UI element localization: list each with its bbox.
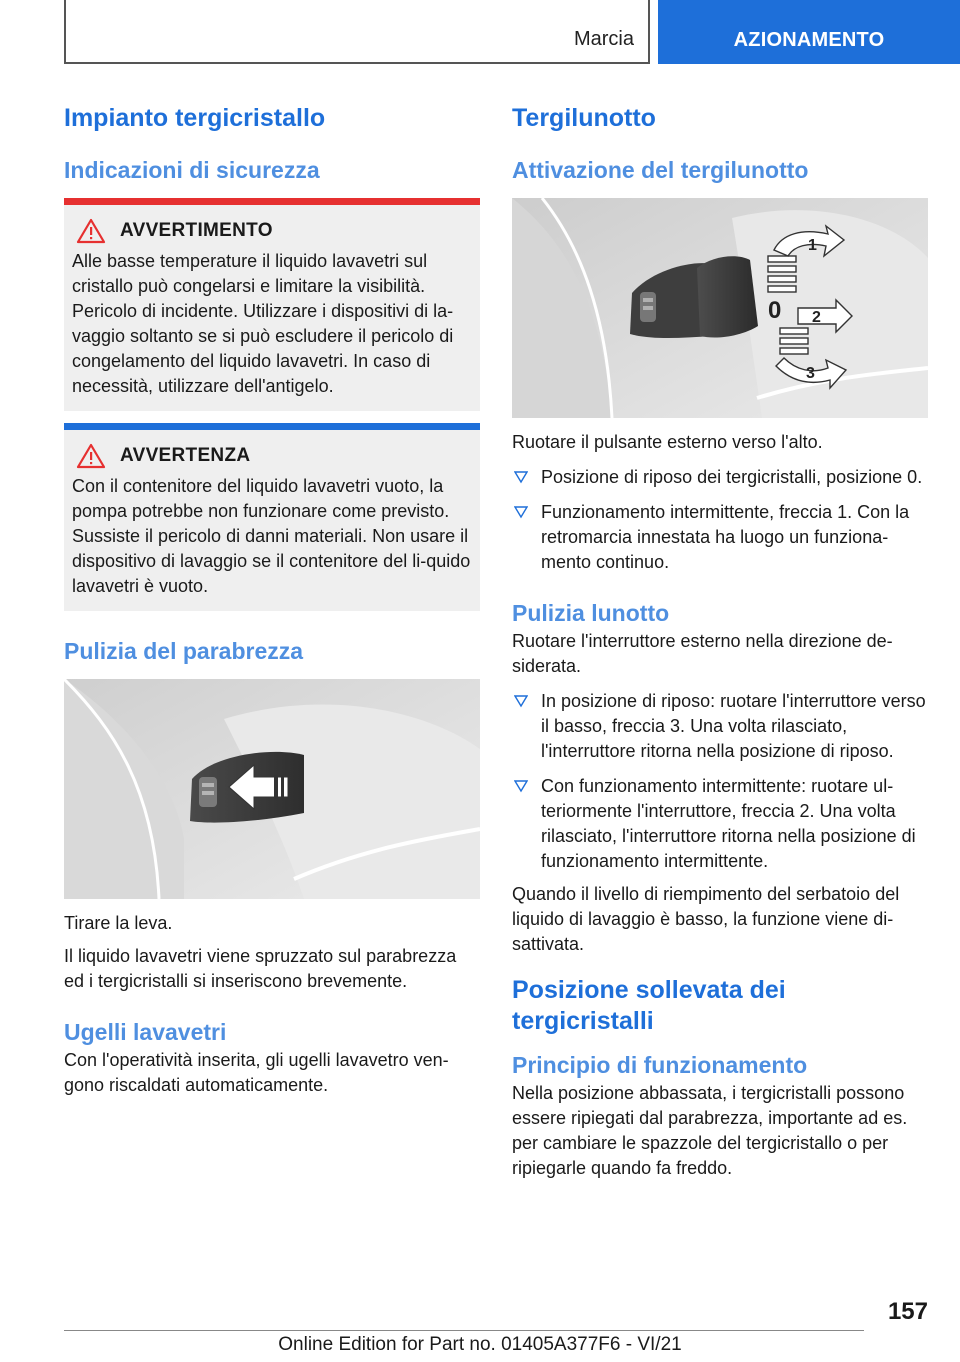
position-0-label: 0 [768, 297, 782, 324]
cleaning-heading: Pulizia lunotto [512, 600, 670, 626]
rear-wiper-figure [512, 198, 928, 418]
warning-text: Alle basse temperature il liquido lavavetri sul cristallo può congelarsi e limitare la visibilità. Pericolo di incidente. Utilizzare i dispositivi di la-vaggio soltanto se si può escludere il pericolo di congelamento del liquido lavavetri. In caso di necessità, utilizzare dell'antigelo. [72, 251, 454, 396]
arrow-3-label: 3 [806, 365, 815, 382]
windshield-step: Tirare la leva. [64, 913, 173, 933]
activation-text: Ruotare il pulsante esterno verso l'alto. [512, 432, 823, 452]
header-chapter-label: AZIONAMENTO [733, 29, 885, 51]
windshield-description: Il liquido lavavetri viene spruzzato sul parabrezza ed i tergicristalli si inseriscono brevemente. [64, 946, 457, 991]
caution-bar [64, 423, 480, 430]
wiper-system-title: Impianto tergicristallo [64, 104, 326, 132]
cleaning-note: Quando il livello di riempimento del serbatoio del liquido di lavaggio è basso, la funzione viene di-sattivata. [512, 884, 900, 954]
list-item: In posizione di riposo: ruotare l'interruttore verso il basso, freccia 3. Una volta rilasciato, l'interruttore ritorna nella posizione di riposo. [512, 689, 928, 764]
safety-heading: Indicazioni di sicurezza [64, 157, 320, 183]
windshield-lever-illustration [64, 679, 480, 899]
principle-heading: Principio di funzionamento [512, 1052, 808, 1078]
bullet-triangle-icon [514, 779, 528, 793]
list-item: Con funzionamento intermittente: ruotare ul-teriormente l'interruttore, freccia 2. Una volta rilasciato, l'interruttore ritorna nella posizione di funzionamento intermittente. [512, 774, 928, 874]
cleaning-text: Ruotare l'interruttore esterno nella direzione de-siderata. [512, 631, 893, 676]
arrow-1-label: 1 [808, 237, 817, 254]
warning-box [64, 198, 480, 411]
footer-edition: Online Edition for Part no. 01405A377F6 - VI/21 [278, 1334, 682, 1355]
arrow-2-label: 2 [812, 309, 821, 326]
warning-bar [64, 198, 480, 205]
bullet-triangle-icon [514, 470, 528, 484]
bullet-triangle-icon [514, 694, 528, 708]
warning-title: AVVERTIMENTO [120, 220, 273, 241]
cleaning-list [512, 689, 928, 874]
header-section-label: Marcia [573, 28, 634, 50]
windshield-heading: Pulizia del parabrezza [64, 638, 304, 664]
nozzles-text: Con l'operatività inserita, gli ugelli lavavetro ven-gono riscaldati automaticamente. [64, 1050, 449, 1095]
principle-text: Nella posizione abbassata, i tergicristalli possono essere ripiegati dal parabrezza, importante ad es. per cambiare le spazzole del tergicristallo o per ripiegarle quando fa freddo. [512, 1083, 908, 1178]
header-section-box [64, 0, 650, 64]
activation-heading: Attivazione del tergilunotto [512, 157, 809, 183]
activation-list [512, 465, 928, 575]
footer-rule [64, 1330, 864, 1331]
caution-box [64, 423, 480, 611]
list-item: Posizione di riposo dei tergicristalli, posizione 0. [512, 465, 928, 490]
caution-triangle-icon [76, 443, 106, 469]
header-chapter-tab [658, 0, 960, 64]
rear-wiper-switch-illustration [512, 198, 928, 418]
right-column [512, 100, 928, 1181]
warning-triangle-icon [76, 218, 106, 244]
raised-position-title: Posizione sollevata dei tergicristalli [512, 976, 786, 1035]
rear-wiper-title: Tergilunotto [512, 104, 656, 132]
bullet-triangle-icon [514, 505, 528, 519]
caution-text: Con il contenitore del liquido lavavetri vuoto, la pompa potrebbe non funzionare come previsto. Sussiste il pericolo di danni materiali. Non usare il dispositivo di lavaggio se il contenitore del li-quido lavavetri è vuoto. [72, 476, 471, 596]
windshield-lever-figure [64, 679, 480, 899]
list-item: Funzionamento intermittente, freccia 1. Con la retromarcia innestata ha luogo un funziona-mento continuo. [512, 500, 928, 575]
nozzles-heading: Ugelli lavavetri [64, 1019, 227, 1045]
left-column [64, 100, 480, 1098]
caution-title: AVVERTENZA [120, 445, 251, 466]
page-number: 157 [887, 1298, 928, 1325]
